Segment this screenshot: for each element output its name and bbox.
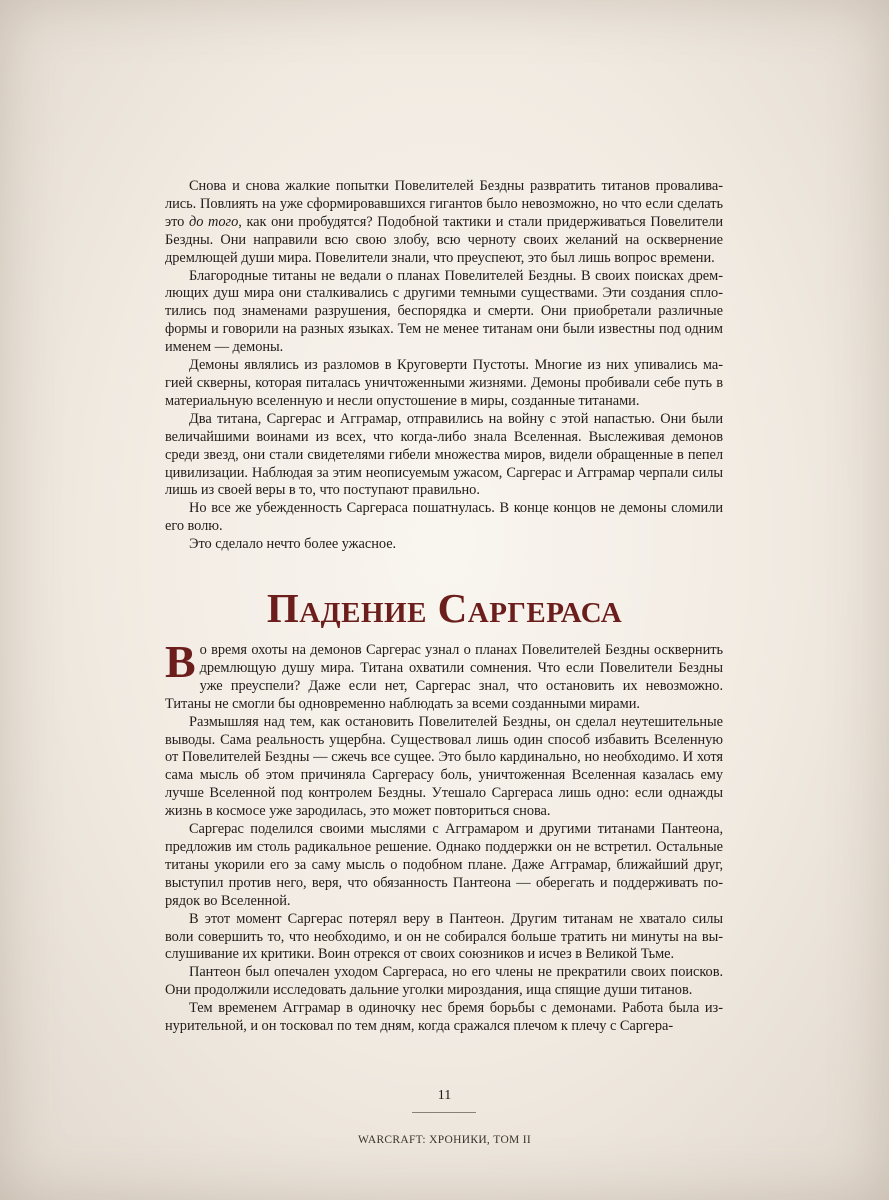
paragraph: Это сделало нечто более ужасное. <box>189 536 397 553</box>
paragraph: Но все же убежденность Саргераса пошатнулась. В конце концов не демоны сломили его волю. <box>165 500 723 535</box>
text-block-intro <box>165 178 723 554</box>
paragraph-text: о время охоты на демонов Саргерас узнал о планах Повелителей Бездны осквернить дремлющую душу мира. Титана охватили сомнения. Что если Повелители Бездны уже преуспели? Даже если нет, Саргерас знал, что остановить их невозможно. Титаны не смогли бы одновременно наблюдать за всеми созданными мирами. <box>165 642 723 712</box>
paragraph: Пантеон был опечален уходом Саргераса, но его члены не прекратили своих поисков. Они продолжили исследовать дальние уголки мироздания, ища спящие души титанов. <box>165 964 723 999</box>
emphasis-text: до того <box>188 213 239 230</box>
paragraph: Размышляя над тем, как остановить Повелителей Бездны, он сделал неутешительные выводы. Сама реальность ущербна. Существовал лишь один способ избавить Вселенную от Повелителей Бездны — сжечь все сущее. Это было кардинально, но необходимо. И хотя сама мысль об этом причиняла Саргерасу боль, уничтоженная Вселенная казалась ему лучше Вселенной под контролем Бездны. Утешало Саргераса лишь одно: если однажды жизнь в космосе уже зародилась, это может повториться снова. <box>165 713 723 820</box>
drop-cap: В <box>165 636 196 687</box>
text-block-chapter <box>165 636 723 1036</box>
paragraph: Саргерас поделился своими мыслями с Аггрaмаром и другими титанами Пантеона, предложив им столь радикальное решение. Однако поддержки он не встретил. Остальные титаны укорили его за саму мысль о подобном плане. Даже Аггрaмар, ближайший друг, выступил против него, веря, что обязанность Пантеона — оберегать и поддерживать порядок во Вселенной. <box>165 821 723 909</box>
paragraph <box>165 636 723 714</box>
paragraph: Благородные титаны не ведали о планах Повелителей Бездны. В своих поисках дремлющих душ мира они сталкивались с другими темными существами. Эти создания сплотились под знаменами разрушения, беспорядка и смерти. Они приобретали различные формы и говорили на разных языках. Тем не менее титанам они были известны под одним именем — демоны. <box>165 267 723 356</box>
paragraph-text: , как они пробудятся? Подобной тактики и стали придерживаться Повелители Бездны. Они направили всю свою злобу, всю черноту своих желаний на осквернение дремлющей души мира. Повелители знали, что преуспеют, это был лишь вопрос времени. <box>165 213 723 266</box>
page-number: 11 <box>437 1088 452 1103</box>
paragraph <box>165 178 723 268</box>
paragraph: Два титана, Саргерас и Аггрaмар, отправились на войну с этой напастью. Они были величайшими воинами из всех, что когда-либо знала Вселенная. Выслеживая демонов среди звезд, они стали свидетелями гибели множества миров, видели обращенные в пепел цивилизации. Наблюдая за этим неописуемым ужасом, Саргерас и Аггрaмар черпали силы лишь из своей веры в то, что поступают правильно. <box>165 410 723 499</box>
footer-divider <box>412 1112 476 1113</box>
chapter-heading: Падение Саргераса <box>266 585 623 631</box>
paragraph-text: Снова и снова жалкие попытки Повелителей Бездны развратить титанов проваливались. Повлиять на уже сформировавшихся гигантов было невозможно, но что если сделать это <box>165 178 723 230</box>
paragraph: Тем временем Аггрaмар в одиночку нес бремя борьбы с демонами. Работа была изнурительной, и он тосковал по тем дням, когда сражался плечом к плечу с Саргера- <box>165 1000 723 1035</box>
paragraph: В этот момент Саргерас потерял веру в Пантеон. Другим титанам не хватало силы воли совершить то, что необходимо, и он не собирался больше тратить ни минуты на выслушивание их критики. Воин отрекся от своих союзников и исчез в Великой Тьме. <box>165 910 723 963</box>
running-title: WARCRAFT: ХРОНИКИ, ТОМ II <box>357 1134 532 1146</box>
paragraph: Демоны являлись из разломов в Круговерти Пустоты. Многие из них упивались магией скверны, которая питалась уничтоженными жизнями. Демоны пробивали себе путь в материальную вселенную и несли опустошение в миры, созданные титанами. <box>165 357 723 409</box>
